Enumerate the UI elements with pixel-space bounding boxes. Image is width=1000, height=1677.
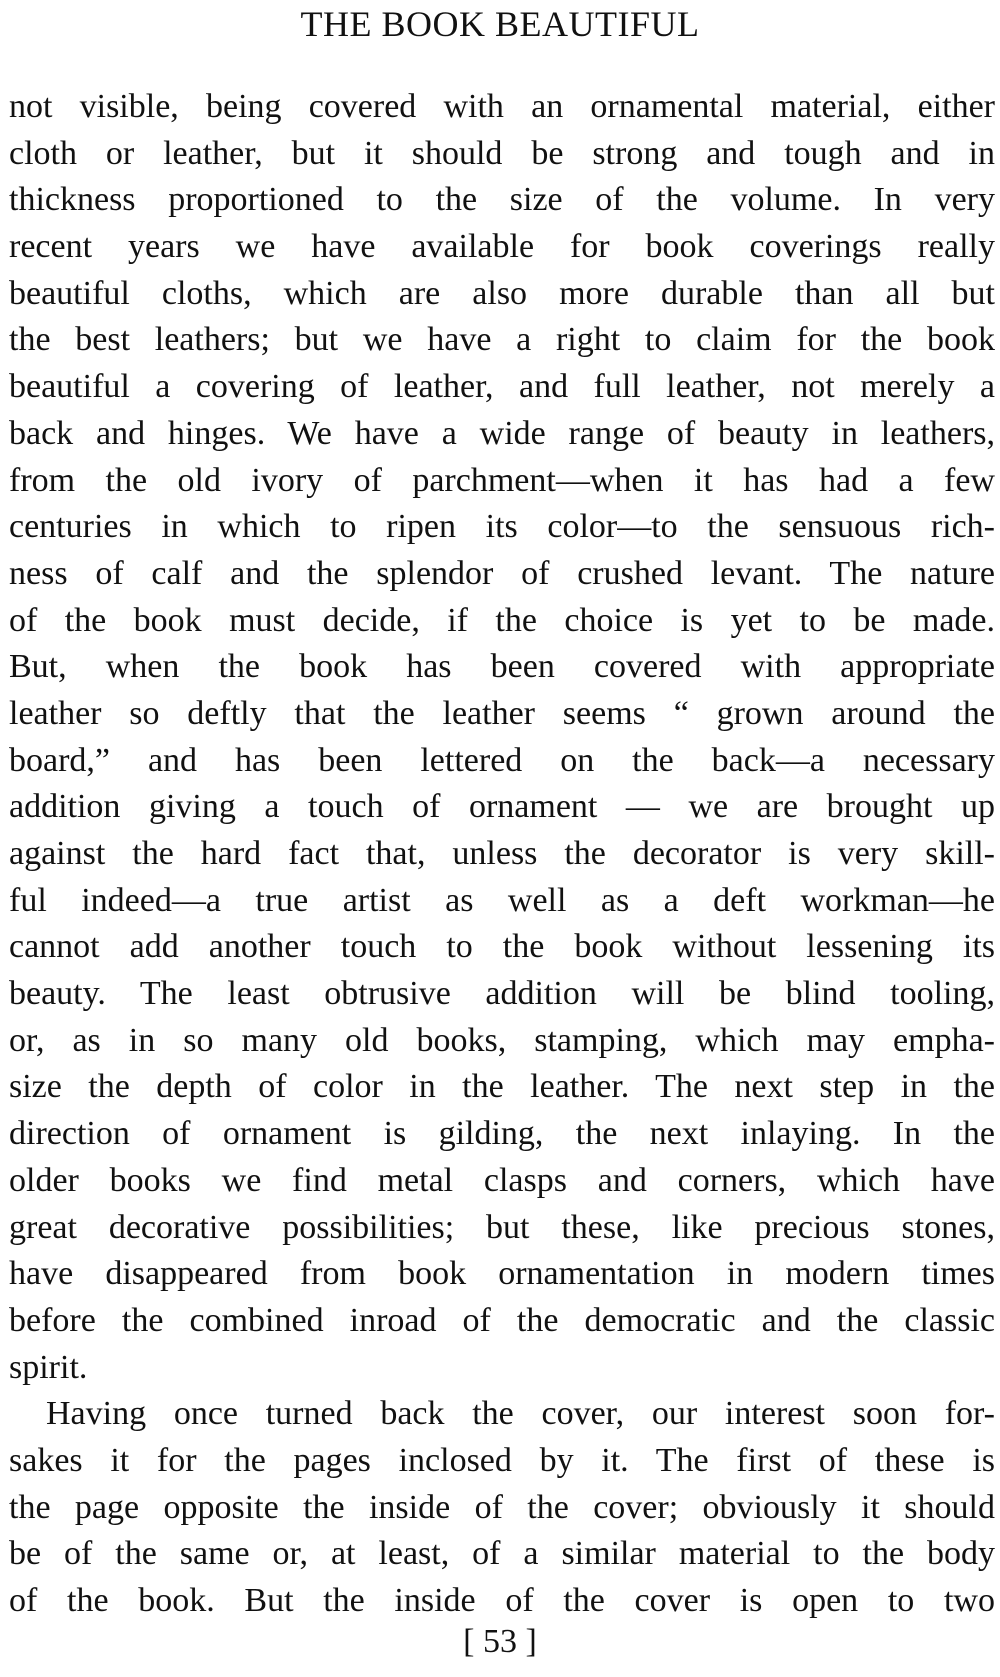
text-line: Having once turned back the cover, our interest soon for- xyxy=(46,1395,995,1433)
text-line: the page opposite the inside of the cover; obviously it should xyxy=(9,1488,995,1526)
text-line: of the book. But the inside of the cover is open to two xyxy=(9,1582,995,1619)
text-line: beautiful a covering of leather, and full leather, not merely a xyxy=(9,368,995,406)
text-line: ness of calf and the splendor of crushed levant. The nature xyxy=(9,554,995,592)
text-line: against the hard fact that, unless the decorator is very skill- xyxy=(9,835,995,872)
text-line: before the combined inroad of the democratic and the classic xyxy=(9,1301,995,1339)
text-line: centuries in which to ripen its color—to the sensuous rich- xyxy=(9,508,995,546)
text-line: from the old ivory of parchment—when it has had a few xyxy=(9,461,995,499)
text-line: not visible, being covered with an ornamental material, either xyxy=(9,88,995,125)
text-line: cannot add another touch to the book without lessening its xyxy=(9,928,995,966)
text-line: sakes it for the pages inclosed by it. The first of these is xyxy=(9,1441,995,1479)
text-line: older books we find metal clasps and corners, which have xyxy=(9,1161,995,1199)
page-number: [ 53 ] xyxy=(463,1623,537,1660)
text-line: size the depth of color in the leather. The next step in the xyxy=(9,1068,995,1106)
text-line: or, as in so many old books, stamping, which may empha- xyxy=(9,1021,995,1059)
text-line: beauty. The least obtrusive addition will be blind tooling, xyxy=(9,975,995,1013)
text-line: back and hinges. We have a wide range of beauty in leathers, xyxy=(9,414,995,452)
text-line: have disappeared from book ornamentation in modern times xyxy=(9,1255,995,1293)
text-line: board,” and has been lettered on the back—a necessary xyxy=(9,741,995,779)
text-line: recent years we have available for book coverings really xyxy=(9,228,995,266)
text-line: great decorative possibilities; but these, like precious stones, xyxy=(9,1208,995,1246)
text-line: spirit. xyxy=(9,1348,88,1386)
text-line: leather so deftly that the leather seems “ grown around the xyxy=(9,694,995,732)
body-text xyxy=(9,84,995,1625)
text-line: ful indeed—a true artist as well as a deft workman—he xyxy=(9,881,995,919)
text-line: beautiful cloths, which are also more durable than all but xyxy=(9,274,995,312)
text-line: addition giving a touch of ornament — we are brought up xyxy=(9,788,995,826)
text-line: thickness proportioned to the size of the volume. In very xyxy=(9,181,995,219)
text-line: the best leathers; but we have a right to claim for the book xyxy=(9,321,995,359)
text-line: direction of ornament is gilding, the next inlaying. In the xyxy=(9,1115,995,1153)
running-head: THE BOOK BEAUTIFUL xyxy=(300,4,700,44)
text-line: But, when the book has been covered with appropriate xyxy=(9,648,995,686)
text-line: be of the same or, at least, of a similar material to the body xyxy=(9,1535,995,1573)
text-line: of the book must decide, if the choice is yet to be made. xyxy=(9,601,995,639)
text-line: cloth or leather, but it should be strong and tough and in xyxy=(9,134,995,172)
